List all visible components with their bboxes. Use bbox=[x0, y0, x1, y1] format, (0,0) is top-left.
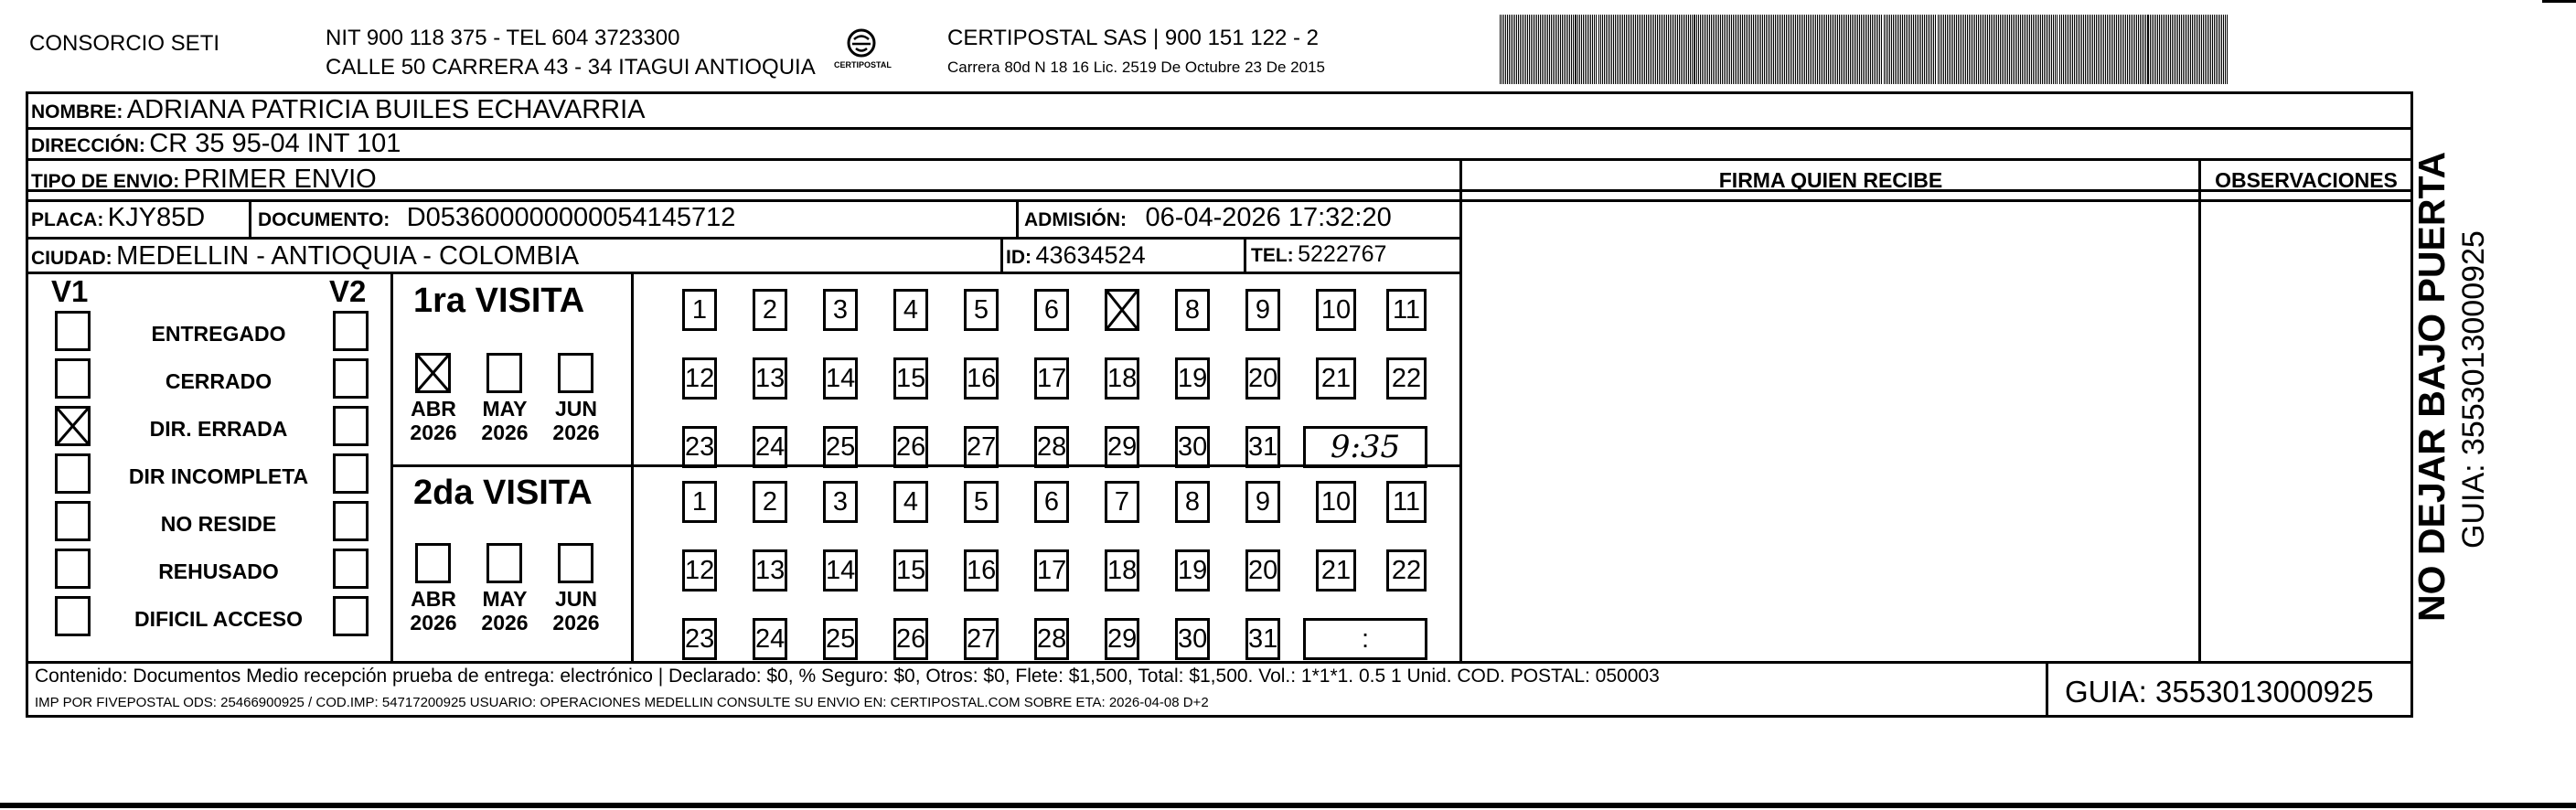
day-box[interactable]: 24 bbox=[753, 426, 787, 468]
day-box[interactable]: 3 bbox=[823, 289, 858, 331]
day-box[interactable]: 29 bbox=[1105, 618, 1139, 660]
day-box[interactable]: 20 bbox=[1245, 357, 1280, 400]
placa-value: KJY85D bbox=[107, 203, 206, 232]
day-box[interactable]: 24 bbox=[753, 618, 787, 660]
day-box[interactable]: 1 bbox=[682, 481, 717, 523]
page-corner-mark bbox=[2542, 0, 2576, 3]
status-label: ENTREGADO bbox=[151, 322, 286, 346]
status-label: DIR INCOMPLETA bbox=[128, 464, 309, 488]
day-box[interactable]: 13 bbox=[753, 549, 787, 592]
license-line: Carrera 80d N 18 16 Lic. 2519 De Octubre 23 De 2015 bbox=[947, 59, 1325, 76]
company-name: CONSORCIO SETI bbox=[29, 31, 220, 56]
tel-value: 5222767 bbox=[1298, 241, 1387, 267]
status-v2-checkbox[interactable] bbox=[333, 311, 369, 351]
day-box[interactable]: 30 bbox=[1175, 618, 1210, 660]
status-v2-checkbox[interactable] bbox=[333, 406, 369, 446]
documento-row bbox=[258, 203, 735, 233]
status-v1-checkbox[interactable] bbox=[55, 596, 91, 636]
status-v2-checkbox[interactable] bbox=[333, 501, 369, 541]
day-box[interactable]: 18 bbox=[1105, 549, 1139, 592]
day-box[interactable]: 28 bbox=[1034, 426, 1069, 468]
status-v2-checkbox[interactable] bbox=[333, 358, 369, 399]
day-box[interactable]: 16 bbox=[964, 357, 999, 400]
status-label: REHUSADO bbox=[158, 560, 279, 583]
documento-label: DOCUMENTO: bbox=[258, 209, 390, 230]
id-row bbox=[1006, 241, 1146, 270]
month-label: MAY 2026 bbox=[481, 397, 529, 444]
day-box[interactable]: 12 bbox=[682, 357, 717, 400]
nit-line: NIT 900 118 375 - TEL 604 3723300 bbox=[326, 26, 680, 50]
day-box[interactable]: 23 bbox=[682, 618, 717, 660]
day-box[interactable]: 14 bbox=[823, 357, 858, 400]
month-checkbox[interactable] bbox=[415, 353, 451, 393]
day-box[interactable]: 30 bbox=[1175, 426, 1210, 468]
day-box[interactable] bbox=[1105, 289, 1139, 331]
tel-row bbox=[1251, 241, 1386, 268]
day-box[interactable]: 10 bbox=[1316, 481, 1356, 523]
month-checkbox[interactable] bbox=[486, 353, 522, 393]
month-checkbox[interactable] bbox=[415, 543, 451, 583]
day-box[interactable]: 12 bbox=[682, 549, 717, 592]
status-label: CERRADO bbox=[165, 369, 273, 393]
day-box[interactable]: 31 bbox=[1245, 426, 1280, 468]
tipo-label: TIPO DE ENVIO: bbox=[31, 171, 180, 192]
logo-text: CERTIPOSTAL bbox=[834, 60, 892, 69]
status-v1-checkbox[interactable] bbox=[55, 406, 91, 446]
day-box[interactable]: 22 bbox=[1386, 357, 1427, 400]
status-v1-checkbox[interactable] bbox=[55, 358, 91, 399]
day-box[interactable]: 9 bbox=[1245, 481, 1280, 523]
day-box[interactable]: 27 bbox=[964, 618, 999, 660]
day-box[interactable]: 15 bbox=[893, 357, 928, 400]
time-box[interactable]: 9:35 bbox=[1303, 426, 1427, 468]
day-box[interactable]: 21 bbox=[1316, 549, 1356, 592]
day-box[interactable]: 26 bbox=[893, 618, 928, 660]
direccion-row bbox=[31, 129, 401, 159]
day-box[interactable]: 21 bbox=[1316, 357, 1356, 400]
status-v1-checkbox[interactable] bbox=[55, 453, 91, 494]
id-label: ID: bbox=[1006, 247, 1031, 268]
courier-line: CERTIPOSTAL SAS | 900 151 122 - 2 bbox=[947, 26, 1319, 50]
status-label: DIR. ERRADA bbox=[149, 417, 288, 441]
admision-label: ADMISIÓN: bbox=[1024, 209, 1127, 230]
bottom-rule bbox=[0, 803, 2576, 808]
status-v2-checkbox[interactable] bbox=[333, 549, 369, 589]
month-label: JUN 2026 bbox=[552, 397, 600, 444]
month-label: JUN 2026 bbox=[552, 587, 600, 634]
month-checkbox[interactable] bbox=[558, 543, 593, 583]
direccion-label: DIRECCIÓN: bbox=[31, 135, 145, 156]
day-box[interactable]: 4 bbox=[893, 289, 928, 331]
day-box[interactable]: 20 bbox=[1245, 549, 1280, 592]
month-label: MAY 2026 bbox=[481, 587, 529, 634]
day-box[interactable]: 10 bbox=[1316, 289, 1356, 331]
month-checkbox[interactable] bbox=[558, 353, 593, 393]
tipo-row bbox=[31, 165, 377, 195]
day-box[interactable]: 23 bbox=[682, 426, 717, 468]
v2-label: V2 bbox=[329, 274, 367, 308]
footer-line-1: Contenido: Documentos Medio recepción prueba de entrega: electrónico | Declarado: $0, % Seguro: $0, Otros: $0, Flete: $1,500, Total: $1,500. Vol.: 1*1*1. 0.5 1 Unid. COD. POSTAL: 050003 bbox=[35, 666, 1660, 687]
second-visit-title: 2da VISITA bbox=[413, 474, 593, 512]
day-box[interactable]: 25 bbox=[823, 426, 858, 468]
day-box[interactable]: 5 bbox=[964, 289, 999, 331]
day-box[interactable]: 19 bbox=[1175, 549, 1210, 592]
tel-label: TEL: bbox=[1251, 245, 1294, 266]
day-box[interactable]: 3 bbox=[823, 481, 858, 523]
day-box[interactable]: 13 bbox=[753, 357, 787, 400]
firma-area[interactable] bbox=[1463, 202, 2197, 659]
firma-header: FIRMA QUIEN RECIBE bbox=[1718, 168, 1943, 192]
day-box[interactable]: 8 bbox=[1175, 481, 1210, 523]
day-box[interactable]: 17 bbox=[1034, 549, 1069, 592]
day-box[interactable]: 6 bbox=[1034, 289, 1069, 331]
placa-label: PLACA: bbox=[31, 209, 104, 230]
day-box[interactable]: 2 bbox=[753, 289, 787, 331]
barcode bbox=[1500, 15, 2231, 84]
footer-line-2: IMP POR FIVEPOSTAL ODS: 25466900925 / COD.IMP: 54717200925 USUARIO: OPERACIONES MEDELLIN CONSULTE SU ENVIO EN: CERTIPOSTAL.COM SOBRE ETA: 2026-04-08 D+2 bbox=[35, 695, 1209, 710]
day-box[interactable]: 11 bbox=[1386, 481, 1427, 523]
side-warning: NO DEJAR BAJO PUERTA bbox=[2410, 151, 2453, 622]
side-guia: GUIA: 3553013000925 bbox=[2456, 230, 2491, 549]
documento-value: D053600000000054145712 bbox=[406, 203, 736, 232]
day-box[interactable]: 1 bbox=[682, 289, 717, 331]
day-box[interactable]: 25 bbox=[823, 618, 858, 660]
id-value: 43634524 bbox=[1035, 241, 1146, 269]
time-box[interactable]: : bbox=[1303, 618, 1427, 660]
day-box[interactable]: 17 bbox=[1034, 357, 1069, 400]
day-box[interactable]: 29 bbox=[1105, 426, 1139, 468]
status-v1-checkbox[interactable] bbox=[55, 501, 91, 541]
admision-row bbox=[1024, 203, 1392, 233]
ciudad-label: CIUDAD: bbox=[31, 248, 112, 269]
status-v1-checkbox[interactable] bbox=[55, 311, 91, 351]
day-box[interactable]: 14 bbox=[823, 549, 858, 592]
status-label: NO RESIDE bbox=[160, 512, 277, 536]
day-box[interactable]: 2 bbox=[753, 481, 787, 523]
status-v2-checkbox[interactable] bbox=[333, 596, 369, 636]
tipo-value: PRIMER ENVIO bbox=[183, 165, 377, 194]
v1-label: V1 bbox=[51, 274, 89, 308]
nombre-label: NOMBRE: bbox=[31, 101, 123, 123]
day-box[interactable]: 19 bbox=[1175, 357, 1210, 400]
status-v2-checkbox[interactable] bbox=[333, 453, 369, 494]
day-box[interactable]: 11 bbox=[1386, 289, 1427, 331]
admision-value: 06-04-2026 17:32:20 bbox=[1145, 203, 1392, 232]
address-line: CALLE 50 CARRERA 43 - 34 ITAGUI ANTIOQUIA bbox=[326, 55, 816, 80]
day-box[interactable]: 26 bbox=[893, 426, 928, 468]
day-box[interactable]: 31 bbox=[1245, 618, 1280, 660]
first-visit-title: 1ra VISITA bbox=[413, 282, 585, 320]
ciudad-row bbox=[31, 241, 579, 272]
day-box[interactable]: 27 bbox=[964, 426, 999, 468]
nombre-row bbox=[31, 95, 646, 125]
day-box[interactable]: 4 bbox=[893, 481, 928, 523]
direccion-value: CR 35 95-04 INT 101 bbox=[149, 129, 401, 158]
status-label: DIFICIL ACCESO bbox=[134, 607, 303, 631]
day-box[interactable]: 5 bbox=[964, 481, 999, 523]
month-label: ABR 2026 bbox=[410, 397, 457, 444]
day-box[interactable]: 15 bbox=[893, 549, 928, 592]
nombre-value: ADRIANA PATRICIA BUILES ECHAVARRIA bbox=[126, 95, 646, 124]
observaciones-area[interactable] bbox=[2202, 202, 2410, 659]
status-v1-checkbox[interactable] bbox=[55, 549, 91, 589]
ciudad-value: MEDELLIN - ANTIOQUIA - COLOMBIA bbox=[116, 241, 580, 271]
day-box[interactable]: 7 bbox=[1105, 481, 1139, 523]
certipostal-logo bbox=[834, 27, 892, 79]
month-checkbox[interactable] bbox=[486, 543, 522, 583]
observaciones-header: OBSERVACIONES bbox=[2215, 168, 2398, 192]
placa-row bbox=[31, 203, 205, 233]
day-box[interactable]: 28 bbox=[1034, 618, 1069, 660]
day-box[interactable]: 22 bbox=[1386, 549, 1427, 592]
day-box[interactable]: 8 bbox=[1175, 289, 1210, 331]
day-box[interactable]: 6 bbox=[1034, 481, 1069, 523]
footer-guia: GUIA: 3553013000925 bbox=[2065, 675, 2374, 709]
day-box[interactable]: 16 bbox=[964, 549, 999, 592]
month-label: ABR 2026 bbox=[410, 587, 457, 634]
day-box[interactable]: 18 bbox=[1105, 357, 1139, 400]
day-box[interactable]: 9 bbox=[1245, 289, 1280, 331]
